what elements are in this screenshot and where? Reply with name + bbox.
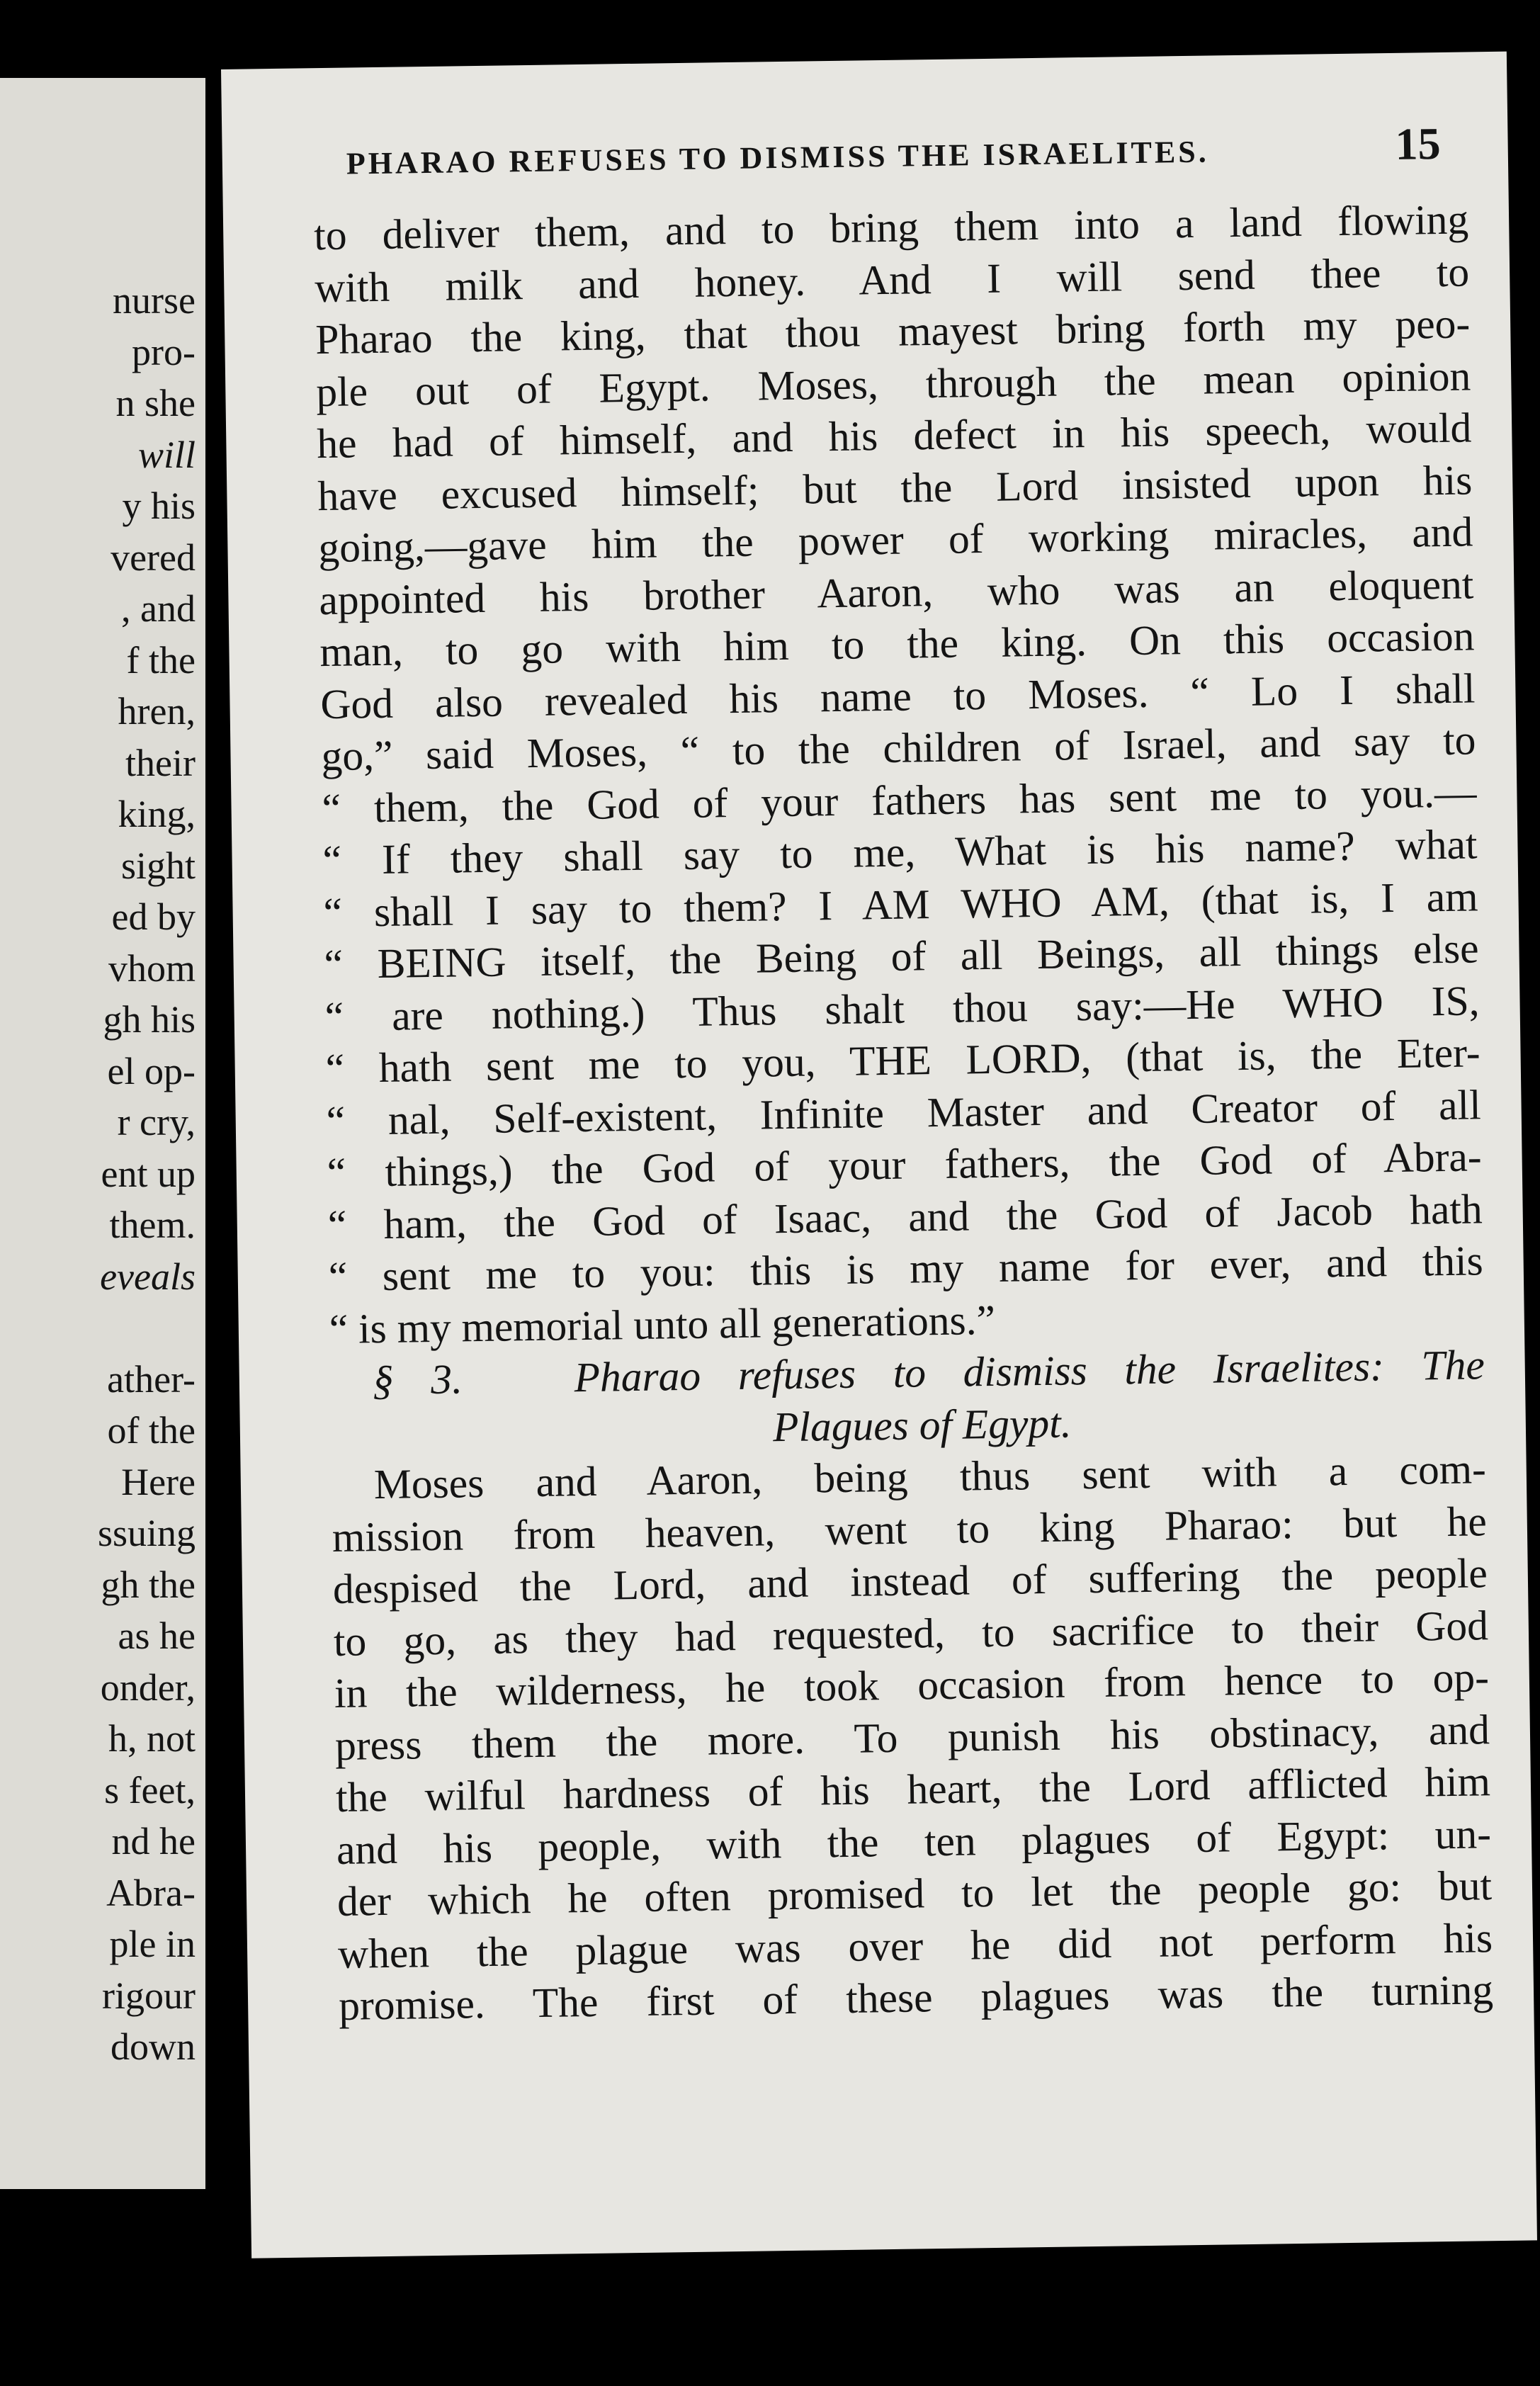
previous-page-line: f the [126, 638, 196, 682]
previous-page-line: nurse [113, 279, 196, 322]
text-line: the wilful hardness of his heart, the Lord afflicted him [335, 1758, 1491, 1821]
page-body [314, 193, 1494, 2032]
previous-page-line: n she [115, 382, 196, 424]
text-line: ple out of Egypt. Moses, through the mean opinion [315, 351, 1471, 415]
text-line: go,” said Moses, “ to the children of Israel, and say to [321, 716, 1476, 780]
page-number: 15 [1395, 118, 1442, 169]
text-line: in the wilderness, he took occasion from hence to op- [334, 1653, 1490, 1717]
text-line: Moses and Aaron, being thus sent with a com- [373, 1445, 1487, 1508]
previous-page-line: them. [109, 1204, 196, 1246]
text-line: “ ham, the God of Isaac, and the God of Jacob hath [327, 1184, 1483, 1248]
previous-page-line: Here [121, 1460, 196, 1503]
paragraph-plagues [331, 1443, 1493, 2032]
previous-page-line: vered [111, 536, 196, 579]
text-line: despised the Lord, and instead of suffering the people [332, 1549, 1488, 1613]
previous-page-line: ent up [101, 1152, 196, 1195]
section-title: Pharao refuses to dismiss the Israelites: The [574, 1341, 1485, 1401]
text-line: promise. The first of these plagues was the turning [338, 1966, 1494, 2029]
text-line: and his people, with the ten plagues of Egypt: un- [336, 1809, 1492, 1873]
previous-page-line: onder, [100, 1666, 196, 1709]
text-line: “ sent me to you: this is my name for ever, and this [328, 1237, 1484, 1301]
previous-page-line: Abra- [106, 1871, 196, 1914]
previous-page-line: ed by [111, 895, 196, 938]
previous-page-line: s feet, [104, 1768, 196, 1811]
text-line: “ hath sent me to you, THE LORD, (that is, the Eter- [325, 1029, 1481, 1092]
section-number: § 3. [372, 1355, 463, 1404]
previous-page-text [98, 275, 196, 2073]
text-line: man, to go with him to the king. On this occasion [319, 612, 1475, 676]
text-line: to deliver them, and to bring them into a land flowing [313, 196, 1469, 259]
book-page [221, 52, 1537, 2258]
previous-page-line: gh his [103, 998, 196, 1041]
text-line: “ is my memorial unto all generations.” [329, 1296, 996, 1352]
previous-page-line: down [111, 2025, 196, 2068]
text-line: to go, as they had requested, to sacrifice to their God [333, 1601, 1489, 1665]
text-line: “ nal, Self-existent, Infinite Master and Creator of all [326, 1080, 1482, 1144]
text-line: have excused himself; but the Lord insisted upon his [317, 456, 1473, 519]
previous-page-line: ple in [109, 1923, 196, 1965]
text-line: Pharao the king, that thou mayest bring forth my peo- [315, 300, 1471, 363]
previous-page-line [98, 1302, 196, 1354]
text-line: when the plague was over he did not perform his [337, 1913, 1493, 1977]
previous-page-line: ather- [107, 1357, 196, 1401]
text-line: “ shall I say to them? I AM WHO AM, (that is, I am [323, 872, 1478, 936]
text-line: he had of himself, and his defect in his speech, would [316, 404, 1472, 468]
text-line: appointed his brother Aaron, who was an eloquent [319, 560, 1474, 623]
text-line: “ If they shall say to me, What is his name? what [322, 820, 1478, 884]
text-line: going,—gave him the power of working miracles, and [317, 508, 1473, 572]
previous-page-line: sight [120, 844, 196, 887]
previous-page-line: will [137, 433, 196, 476]
previous-page-line: h, not [108, 1717, 196, 1760]
text-line: der which he often promised to let the people go: but [336, 1862, 1493, 1925]
previous-page-line: nd he [111, 1820, 196, 1862]
previous-page-line: y his [122, 485, 196, 527]
previous-page-line: vhom [108, 946, 196, 990]
previous-page-line: ssuing [97, 1512, 196, 1554]
previous-page-line: gh the [101, 1563, 196, 1606]
previous-page-fragment [0, 78, 205, 2189]
previous-page-line: as he [118, 1615, 196, 1657]
text-line: “ things,) the God of your fathers, the God of Abra- [327, 1133, 1483, 1197]
previous-page-line: r cry, [117, 1101, 196, 1143]
text-line: mission from heaven, went to king Pharao: but he [332, 1497, 1488, 1561]
text-line: “ BEING itself, the Being of all Beings, all things else [324, 925, 1479, 988]
previous-page-line: rigour [102, 1974, 196, 2017]
previous-page-line: , and [121, 587, 196, 630]
text-line: with milk and honey. And I will send thee to [314, 247, 1470, 311]
text-line: “ are nothing.) Thus shalt thou say:—He WHO IS, [324, 976, 1480, 1040]
text-line: “ them, the God of your fathers has sent me to you.— [322, 768, 1477, 832]
running-head: PHARAO REFUSES TO DISMISS THE ISRAELITES. [346, 134, 1210, 181]
paragraph-moses-call [314, 193, 1484, 1355]
text-line: God also revealed his name to Moses. “ Lo I shall [320, 664, 1476, 728]
previous-page-line: king, [118, 793, 196, 835]
previous-page-line: el op- [107, 1049, 196, 1092]
previous-page-line: their [125, 741, 196, 784]
previous-page-line: hren, [118, 690, 196, 733]
previous-page-line: eveals [100, 1255, 196, 1298]
previous-page-line: pro- [132, 330, 196, 373]
previous-page-line: of the [107, 1409, 196, 1452]
text-line: press them the more. To punish his obstinacy, and [334, 1705, 1490, 1769]
section-subtitle: Plagues of Egypt. [772, 1398, 1072, 1450]
